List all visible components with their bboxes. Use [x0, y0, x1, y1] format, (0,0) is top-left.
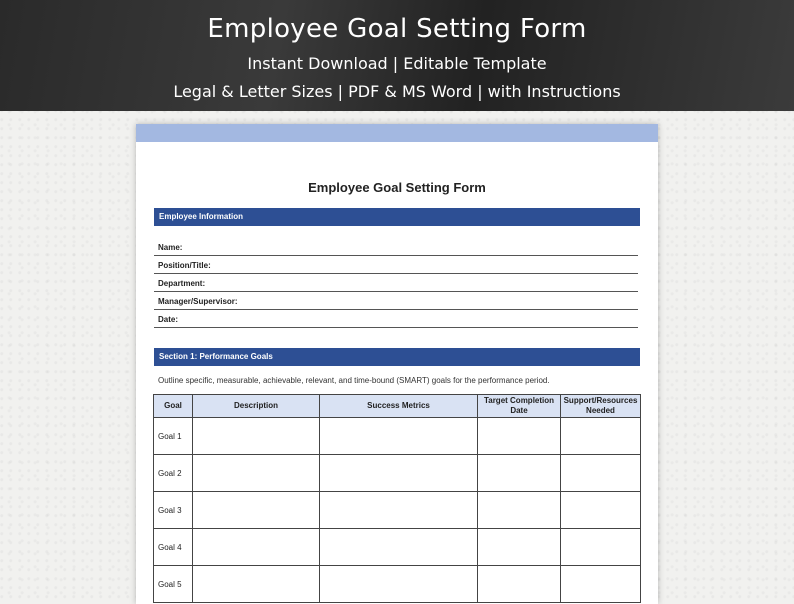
- success-metrics-cell[interactable]: [320, 529, 478, 566]
- target-date-cell[interactable]: [478, 455, 561, 492]
- banner-subtitle-2: Legal & Letter Sizes | PDF & MS Word | with Instructions: [173, 82, 621, 101]
- support-resources-cell[interactable]: [561, 566, 641, 603]
- success-metrics-cell[interactable]: [320, 566, 478, 603]
- goal-label: Goal 3: [154, 492, 193, 529]
- description-cell[interactable]: [193, 566, 320, 603]
- support-resources-cell[interactable]: [561, 492, 641, 529]
- success-metrics-cell[interactable]: [320, 492, 478, 529]
- goal-label: Goal 1: [154, 418, 193, 455]
- target-date-cell[interactable]: [478, 566, 561, 603]
- goal-label: Goal 2: [154, 455, 193, 492]
- support-resources-cell[interactable]: [561, 455, 641, 492]
- goal-label: Goal 5: [154, 566, 193, 603]
- form-document: [136, 124, 658, 604]
- section1-instructions: Outline specific, measurable, achievable, relevant, and time-bound (SMART) goals for the performance period.: [158, 376, 550, 385]
- table-row: [154, 418, 641, 455]
- employee-info-header: Employee Information: [154, 208, 640, 226]
- table-row: [154, 529, 641, 566]
- support-resources-cell[interactable]: [561, 418, 641, 455]
- target-date-cell[interactable]: [478, 529, 561, 566]
- table-row: [154, 492, 641, 529]
- column-header-success-metrics: Success Metrics: [320, 395, 478, 418]
- document-title: Employee Goal Setting Form: [308, 180, 486, 195]
- document-header-stripe: [136, 124, 658, 142]
- banner-subtitle-1: Instant Download | Editable Template: [247, 54, 547, 73]
- description-cell[interactable]: [193, 455, 320, 492]
- success-metrics-cell[interactable]: [320, 418, 478, 455]
- position-title-field[interactable]: Position/Title:: [154, 257, 638, 274]
- table-row: [154, 455, 641, 492]
- banner-title: Employee Goal Setting Form: [207, 14, 587, 44]
- name-field[interactable]: Name:: [154, 239, 638, 256]
- date-field[interactable]: Date:: [154, 311, 638, 328]
- column-header-goal: Goal: [154, 395, 193, 418]
- section1-header: Section 1: Performance Goals: [154, 348, 640, 366]
- target-date-cell[interactable]: [478, 418, 561, 455]
- target-date-cell[interactable]: [478, 492, 561, 529]
- description-cell[interactable]: [193, 492, 320, 529]
- column-header-target-date: Target Completion Date: [478, 395, 561, 418]
- support-resources-cell[interactable]: [561, 529, 641, 566]
- success-metrics-cell[interactable]: [320, 455, 478, 492]
- description-cell[interactable]: [193, 529, 320, 566]
- table-row: [154, 566, 641, 603]
- description-cell[interactable]: [193, 418, 320, 455]
- column-header-support-resources: Support/Resources Needed: [561, 395, 641, 418]
- column-header-description: Description: [193, 395, 320, 418]
- goals-table: [153, 394, 641, 603]
- goal-label: Goal 4: [154, 529, 193, 566]
- department-field[interactable]: Department:: [154, 275, 638, 292]
- promo-banner: [0, 0, 794, 111]
- manager-supervisor-field[interactable]: Manager/Supervisor:: [154, 293, 638, 310]
